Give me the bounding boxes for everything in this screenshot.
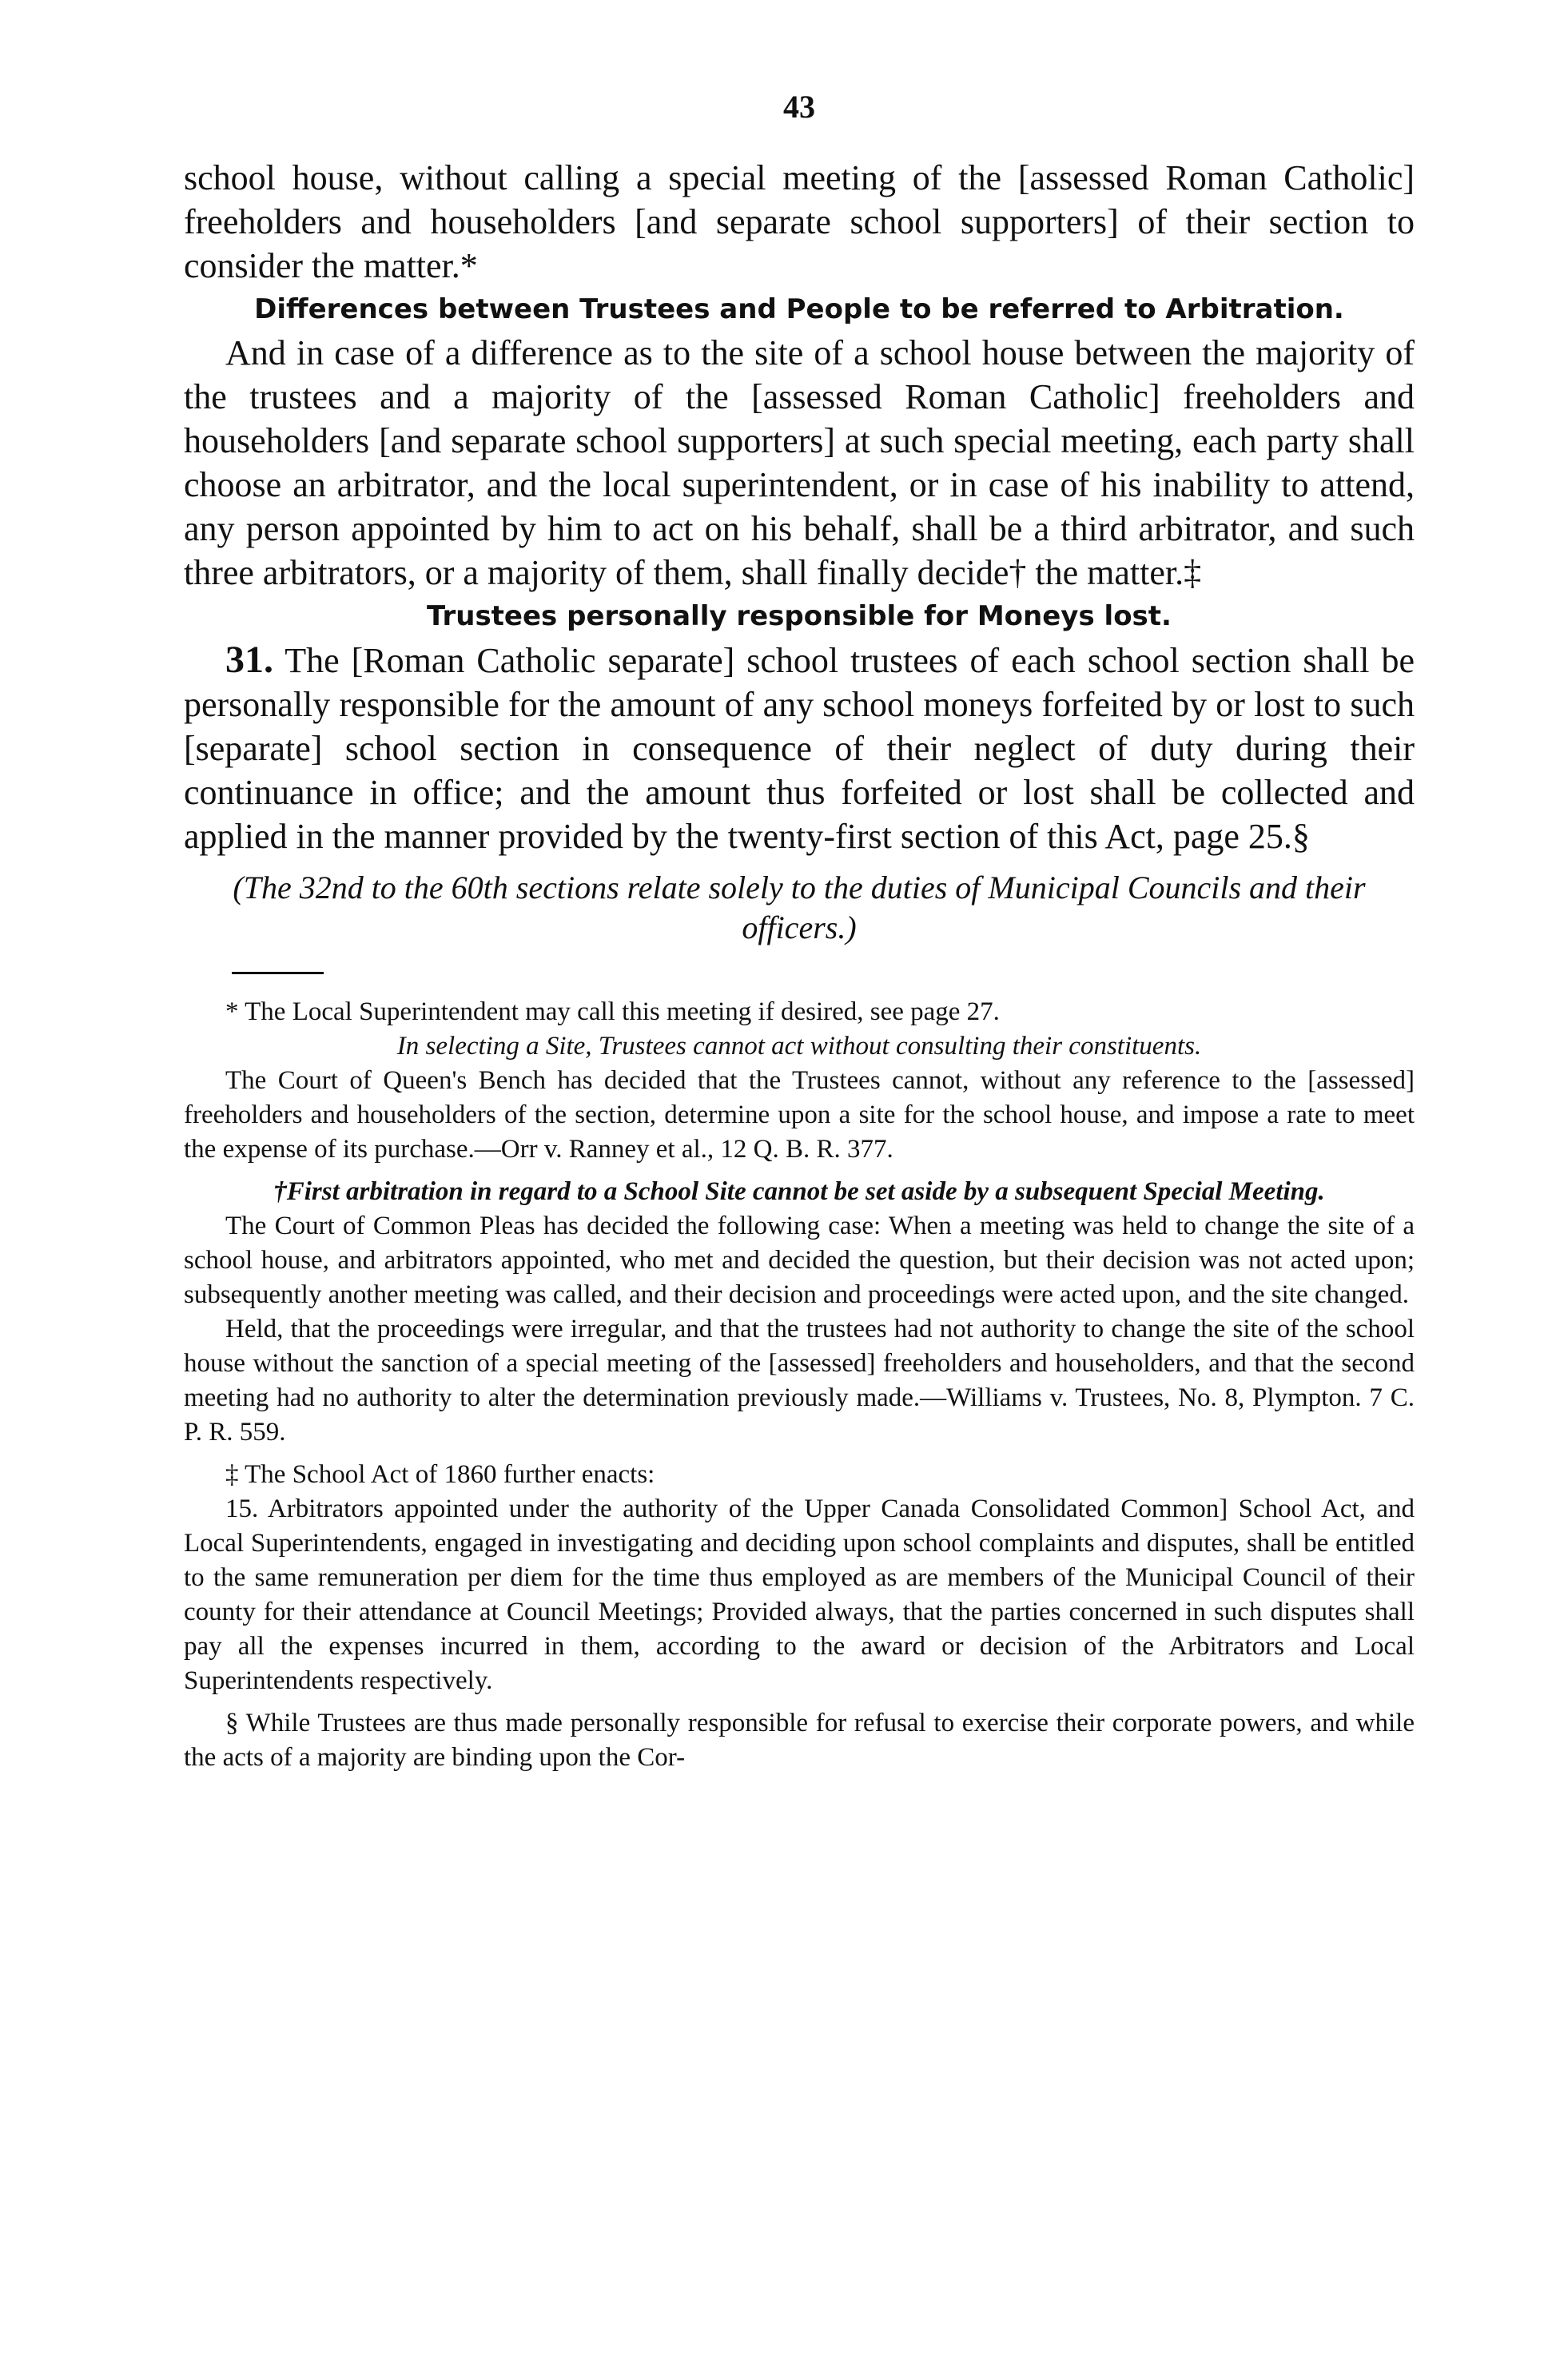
footnote-common-pleas: The Court of Common Pleas has decided the following case: When a meeting was held to change the site of a school house, and arbitrators appointed, who met and decided the question, but their decision was not acted upon; subsequently another meeting was called, and their decision and proceedings were acted upon, and the site changed.: [184, 1212, 1415, 1309]
footnote-asterisk: * The Local Superintendent may call this meeting if desired, see page 27.: [225, 997, 1000, 1026]
document-page: [184, 88, 1415, 1775]
footnote-double-dagger: ‡ The School Act of 1860 further enacts:: [225, 1460, 655, 1489]
footnote-section-mark: § While Trustees are thus made personally responsible for refusal to exercise their corporate powers, and while the acts of a majority are binding upon the Cor-: [184, 1709, 1415, 1772]
footnote-held: Held, that the proceedings were irregular, and that the trustees had not authority to change the site of the school house without the sanction of a special meeting of the [assessed] freeholders and householders, and that the second meeting had no authority to alter the determination previously made.—Williams v. Trustees, No. 8, Plympton. 7 C. P. R. 559.: [184, 1315, 1415, 1447]
footnotes: [184, 995, 1415, 1775]
page-number: 43: [783, 89, 815, 125]
main-text: [184, 156, 1415, 948]
footnote-queens-bench: The Court of Queen's Bench has decided that the Trustees cannot, without any reference to the [assessed] freeholders and householders of the section, determine upon a site for the school house, and impose a rate to meet the expense of its purchase.—Orr v. Ranney et al., 12 Q. B. R. 377.: [184, 1066, 1415, 1164]
footnote-dagger-heading: †First arbitration in regard to a School Site cannot be set aside by a subsequent Special Meeting.: [273, 1177, 1325, 1206]
paragraph-continuation: school house, without calling a special meeting of the [assessed Roman Catholic] freeholders and householders [and separate school supporters] of their section to consider the matter.*: [184, 158, 1415, 285]
footnote-section-15: 15. Arbitrators appointed under the authority of the Upper Canada Consolidated Common] School Act, and Local Superintendents, engaged in investigating and deciding upon school complaints and disputes, shall be entitled to the same remuneration per diem for the time thus employed as are members of the Municipal Council of their county for their attendance at Council Meetings; Provided always, that the parties concerned in such disputes shall pay all the expenses incurred in them, according to the award or decision of the Arbitrators and Local Superintendents respectively.: [184, 1494, 1415, 1695]
section-number: 31.: [225, 639, 273, 681]
paragraph-arbitration: And in case of a difference as to the site of a school house between the majority of the trustees and a majority of the [assessed Roman Catholic] freeholders and householders [and separate school supporters] at such special meeting, each party shall choose an arbitrator, and the local superintendent, or in case of his inability to attend, any person appointed by him to act on his behalf, shall be a third arbitrator, and such three arbitrators, or a majority of them, shall finally decide† the matter.‡: [184, 333, 1415, 592]
section-heading-trustees-responsible: Trustees personally responsible for Moneys lost.: [427, 600, 1172, 632]
paragraph-section-31: [184, 638, 1415, 858]
section-31-text: The [Roman Catholic separate] school trustees of each school section shall be personally responsible for the amount of any school moneys forfeited by or lost to such [separate] school section in consequence of their neglect of duty during their continuance in office; and the amount thus forfeited or lost shall be collected and applied in the manner provided by the twenty-first section of this Act, page 25.§: [184, 641, 1415, 856]
section-heading-arbitration: Differences between Trustees and People to be referred to Arbitration.: [254, 293, 1344, 325]
footnote-divider: [232, 972, 324, 974]
sections-note: (The 32nd to the 60th sections relate solely to the duties of Municipal Councils and their officers.): [233, 870, 1366, 945]
footnote-subheading-site: In selecting a Site, Trustees cannot act without consulting their constituents.: [396, 1032, 1202, 1061]
